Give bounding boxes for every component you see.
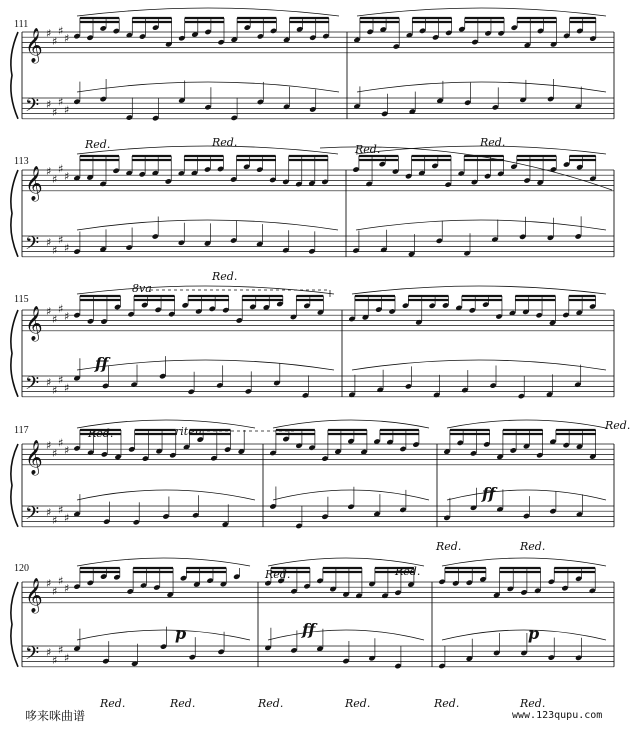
slur [442,558,606,566]
key-signature-sharp: ♯ [46,165,52,178]
key-signature-sharp: ♯ [64,381,70,395]
dynamic-p-120a: p [175,624,187,643]
pedal-mark: Red. [480,136,506,149]
key-signature-sharp: ♯ [58,373,64,387]
slur [447,420,606,428]
footer-site-name: 哆来咪曲谱 [25,709,86,723]
key-signature-sharp: ♯ [64,444,70,458]
key-signature-sharp: ♯ [58,436,64,450]
pedal-mark: Red. [100,697,126,710]
pedal-mark: Red. [345,697,371,710]
key-signature-sharp: ♯ [64,511,70,525]
dynamic-p-120b: p [528,624,540,643]
pedal-mark: Red. [170,697,196,710]
bass-clef: 𝄢 [25,373,40,399]
key-signature-sharp: ♯ [52,446,58,460]
grand-staff-brace [11,582,18,667]
slur [352,360,606,370]
grand-staff-brace [11,170,18,257]
footer-url[interactable]: www.123qupu.com [512,710,603,721]
key-signature-sharp: ♯ [58,503,64,517]
key-signature-sharp: ♯ [52,172,58,186]
slur [356,220,606,230]
key-signature-sharp: ♯ [52,312,58,326]
slur [77,490,255,500]
key-signature-sharp: ♯ [58,162,64,176]
measure-number-111: 111 [14,19,29,30]
bass-clef: 𝄢 [25,503,40,529]
key-signature-sharp: ♯ [46,98,52,112]
key-signature-sharp: ♯ [52,34,58,48]
dynamic-ff-117: ff [482,484,496,503]
treble-clef: 𝄞 [25,305,43,341]
slur [77,558,250,566]
grand-staff-brace [11,32,18,119]
key-signature-sharp: ♯ [58,574,64,588]
key-signature-sharp: ♯ [46,27,52,40]
tempo-riten: riten. [175,425,206,438]
key-signature-sharp: ♯ [58,233,64,247]
treble-clef: 𝄞 [25,577,43,613]
pedal-mark: Red. [434,697,460,710]
bass-clef: 𝄢 [25,643,40,669]
key-signature-sharp: ♯ [64,310,70,324]
dynamic-ff-120: ff [302,620,316,639]
key-signature-sharp: ♯ [52,584,58,598]
key-signature-sharp: ♯ [64,241,70,255]
key-signature-sharp: ♯ [64,170,70,184]
pedal-mark: Red. [605,419,631,432]
key-signature-sharp: ♯ [52,514,58,527]
key-signature-sharp: ♯ [58,302,64,316]
pedal-mark: Red. [258,697,284,710]
pedal-mark: Red. [88,427,114,440]
pedal-mark: Red. [520,697,546,710]
key-signature-sharp: ♯ [52,654,58,667]
pedal-mark: Red. [436,540,462,553]
slur [273,420,429,428]
pedal-mark: Red. [85,138,111,151]
slur [357,8,606,16]
pedal-mark: Red. [355,143,381,156]
key-signature-sharp: ♯ [46,439,52,452]
measure-number-120: 120 [14,563,29,574]
bass-clef: 𝄢 [25,233,40,259]
key-signature-sharp: ♯ [58,24,64,38]
pedal-mark: Red. [212,270,238,283]
key-signature-sharp: ♯ [46,577,52,590]
pedal-mark: Red. [265,568,291,581]
measure-number-113: 113 [14,156,29,167]
key-signature-sharp: ♯ [64,103,70,117]
key-signature-sharp: ♯ [46,305,52,318]
slur [77,360,334,370]
octave-mark-8va: 8va [132,282,152,295]
measure-number-117: 117 [14,425,29,436]
grand-staff-brace [11,444,18,527]
dynamic-ff-115: ff [95,354,109,373]
key-signature-sharp: ♯ [58,95,64,109]
key-signature-sharp: ♯ [64,32,70,46]
pedal-mark: Red. [395,565,421,578]
key-signature-sharp: ♯ [46,236,52,250]
key-signature-sharp: ♯ [52,384,58,397]
grand-staff-brace [11,310,18,397]
key-signature-sharp: ♯ [52,106,58,119]
key-signature-sharp: ♯ [64,582,70,596]
slur [352,286,606,294]
slur [77,8,339,16]
treble-clef: 𝄞 [25,439,43,475]
treble-clef: 𝄞 [25,27,43,63]
slur [357,82,606,92]
key-signature-sharp: ♯ [46,646,52,660]
slur [77,220,338,230]
pedal-mark: Red. [212,136,238,149]
key-signature-sharp: ♯ [64,651,70,665]
key-signature-sharp: ♯ [58,643,64,657]
bass-clef: 𝄢 [25,95,40,121]
key-signature-sharp: ♯ [46,376,52,390]
key-signature-sharp: ♯ [46,506,52,520]
measure-number-115: 115 [14,294,29,305]
slur [268,630,424,640]
slur [77,82,339,92]
slur [77,146,338,154]
key-signature-sharp: ♯ [52,244,58,257]
treble-clef: 𝄞 [25,165,43,201]
pedal-mark: Red. [520,540,546,553]
